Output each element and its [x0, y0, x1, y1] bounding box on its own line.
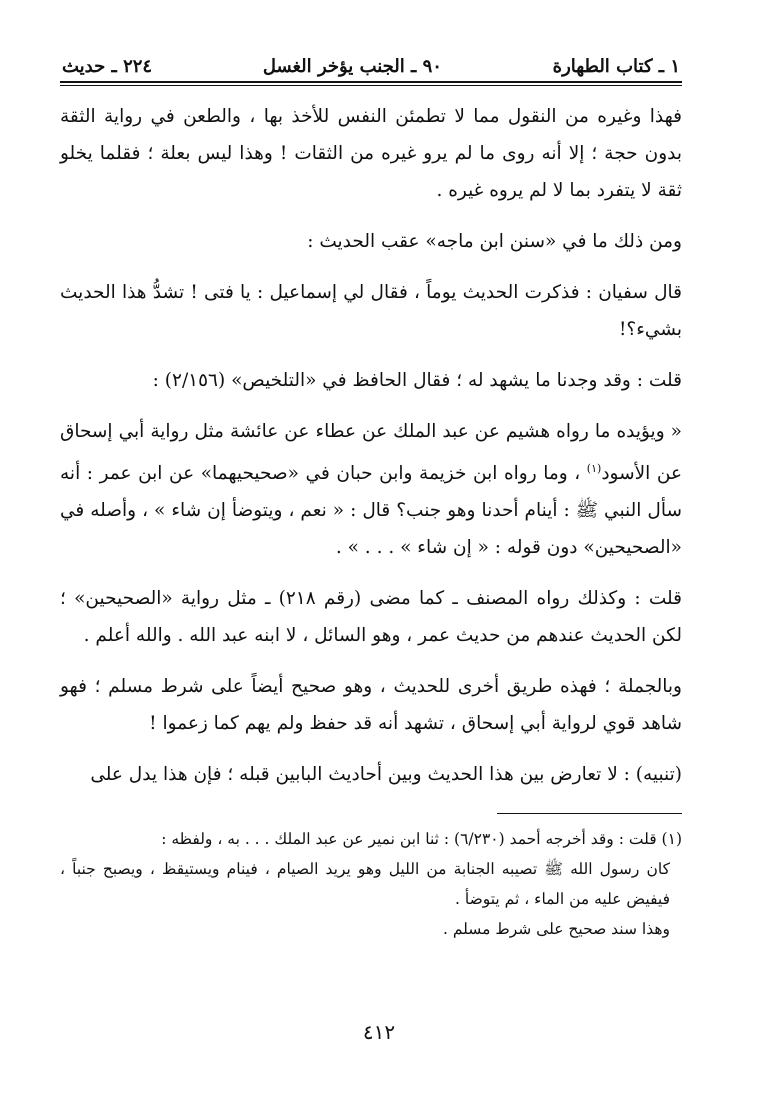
paragraph-7: وبالجملة ؛ فهذه طريق أخرى للحديث ، وهو صحيح أيضاً على شرط مسلم ؛ فهو شاهد قوي لرواية أبي إسحاق ، تشهد أنه قد حفظ ولم يهم كما زعموا !	[60, 676, 682, 735]
header-hadith: ٢٢٤ ـ حديث	[62, 56, 153, 77]
footnote-rule	[497, 813, 682, 814]
quote-before: « ويؤيده ما رواه هشيم عن عبد الملك عن عطاء عن عائشة مثل رواية أبي إسحاق عن الأسود	[60, 421, 682, 485]
paragraph-8: (تنبيه) : لا تعارض بين هذا الحديث وبين أحاديث البابين قبله ؛ فإن هذا يدل على	[90, 764, 682, 786]
header-rule-thin	[60, 85, 682, 86]
footnote-marker: (١)	[586, 462, 602, 475]
footnote-1-grading: وهذا سند صحيح على شرط مسلم .	[443, 920, 670, 939]
paragraph-1: فهذا وغيره من النقول مما لا تطمئن النفس للأخذ بها ، والطعن في رواية الثقة بدون حجة ؛ إلا أنه روى ما لم يرو غيره من الثقات ! وهذا ليس بعلة ؛ فقلما يخلو ثقة لا يتفرد بما لا لم يروه غيره .	[60, 106, 682, 201]
paragraph-5-quote	[60, 413, 682, 566]
quote-after: ، وما رواه ابن خزيمة وابن حبان في «صحيحيهما» عن ابن عمر : أنه سأل النبي ﷺ : أينام أحدنا وهو جنب؟ قال : « نعم ، ويتوضأ إن شاء » ، وأصله في «الصحيحين» دون قوله : « إن شاء » . . . » .	[60, 463, 682, 559]
paragraph-6: قلت : وكذلك رواه المصنف ـ كما مضى (رقم ٢١٨) ـ مثل رواية «الصحيحين» ؛ لكن الحديث عندهم من حديث عمر ، وهو السائل ، لا ابنه عبد الله . والله أعلم .	[60, 588, 682, 647]
paragraph-4: قلت : وقد وجدنا ما يشهد له ؛ فقال الحافظ في «التلخيص» (٢/١٥٦) :	[152, 370, 682, 391]
header-chapter: ٩٠ ـ الجنب يؤخر الغسل	[262, 56, 442, 77]
page-number: ٤١٢	[362, 1020, 396, 1044]
footnote-1-text: كان رسول الله ﷺ تصيبه الجنابة من الليل وهو يريد الصيام ، فينام ويستيقظ ، ويصبح جنباً ، فيفيض عليه من الماء ، ثم يتوضأ .	[60, 860, 670, 909]
page-body	[60, 56, 682, 944]
paragraph-3: قال سفيان : فذكرت الحديث يوماً ، فقال لي إسماعيل : يا فتى ! تشدُّ هذا الحديث بشيء؟!	[60, 282, 682, 340]
header-rule	[60, 81, 682, 83]
running-header	[60, 56, 682, 81]
paragraph-2: ومن ذلك ما في «سنن ابن ماجه» عقب الحديث :	[307, 231, 682, 252]
header-book: ١ ـ كتاب الطهارة	[552, 56, 680, 77]
footnote-1: (١) قلت : وقد أخرجه أحمد (٦/٢٣٠) : ثنا ابن نمير عن عبد الملك . . . به ، ولفظه :	[161, 830, 682, 849]
